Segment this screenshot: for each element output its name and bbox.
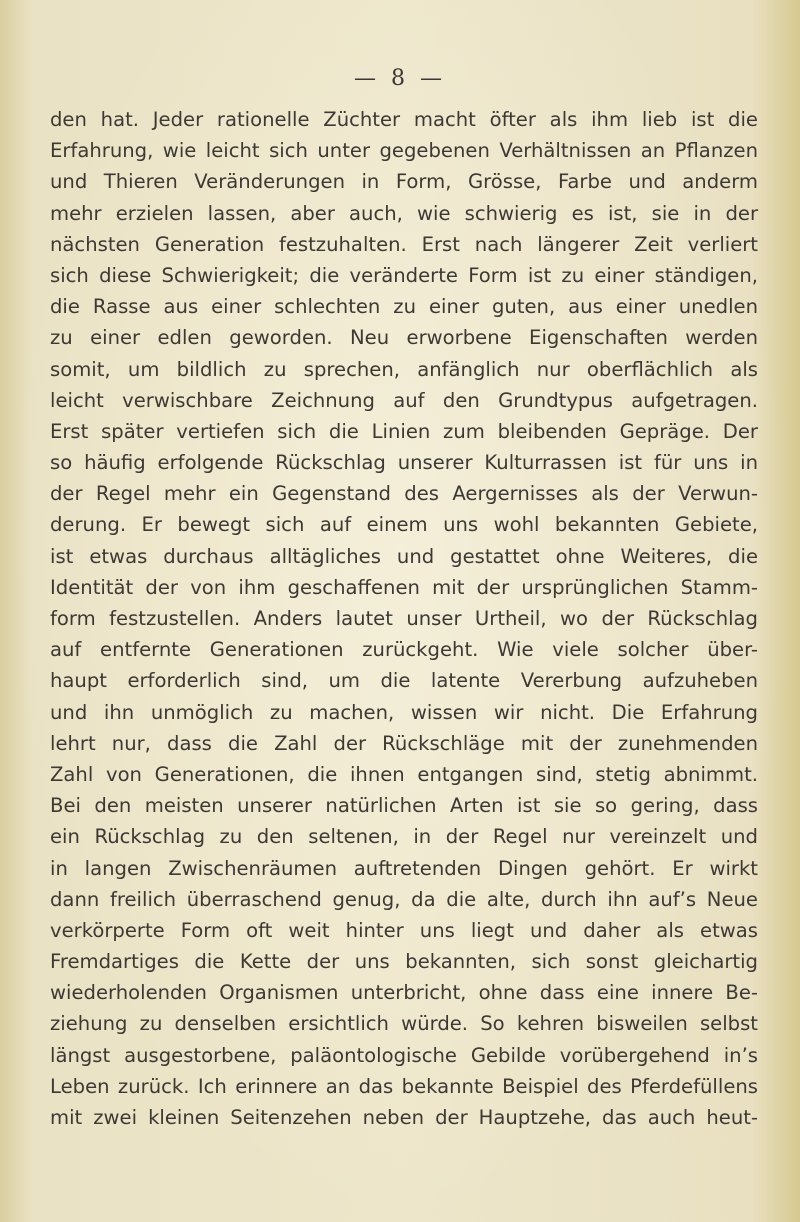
body-text [50, 104, 758, 1133]
text-line: wiederholenden Organismen unterbricht, ohne dass eine innere Be- [50, 981, 758, 1005]
text-line: den hat. Jeder rationelle Züchter macht öfter als ihm lieb ist die [50, 108, 758, 131]
text-line: verkörperte Form oft weit hinter uns liegt und daher als etwas [50, 918, 758, 942]
text-line: leicht verwischbare Zeichnung auf den Grundtypus aufgetragen. [50, 388, 758, 412]
text-line: so häufig erfolgende Rückschlag unserer Kulturrassen ist für uns in [50, 451, 758, 475]
text-line: ein Rückschlag zu den seltenen, in der Regel nur vereinzelt und [50, 825, 758, 849]
text-line: Bei den meisten unserer natürlichen Arten ist sie so gering, dass [50, 794, 758, 818]
text-line: Fremdartiges die Kette der uns bekannten, sich sonst gleichartig [50, 950, 758, 974]
text-line: auf entfernte Generationen zurückgeht. Wie viele solcher über- [50, 638, 758, 662]
text-line: die Rasse aus einer schlechten zu einer guten, aus einer unedlen [50, 295, 758, 319]
text-line: Erst später vertiefen sich die Linien zum bleibenden Gepräge. Der [50, 419, 758, 443]
text-line: längst ausgestorbene, paläontologische Gebilde vorübergehend in’s [50, 1043, 758, 1067]
text-line: derung. Er bewegt sich auf einem uns wohl bekannten Gebiete, [50, 513, 758, 537]
text-line: sich diese Schwierigkeit; die veränderte Form ist zu einer ständigen, [50, 263, 758, 287]
text-line: dann freilich überraschend genug, da die alte, durch ihn auf’s Neue [50, 887, 758, 911]
text-line: ist etwas durchaus alltägliches und gestattet ohne Weiteres, die [50, 544, 758, 568]
text-line: und Thieren Veränderungen in Form, Grösse, Farbe und anderm [50, 170, 758, 194]
text-line: nächsten Generation festzuhalten. Erst nach längerer Zeit verliert [50, 232, 758, 256]
text-line: ziehung zu denselben ersichtlich würde. So kehren bisweilen selbst [50, 1012, 758, 1036]
text-line: Leben zurück. Ich erinnere an das bekannte Beispiel des Pferdefüllens [50, 1074, 758, 1098]
text-line: und ihn unmöglich zu machen, wissen wir nicht. Die Erfahrung [50, 700, 758, 724]
text-line: der Regel mehr ein Gegenstand des Aergernisses als der Verwun- [50, 482, 758, 506]
text-line: mehr erzielen lassen, aber auch, wie schwierig es ist, sie in der [50, 201, 758, 225]
text-line: Identität der von ihm geschaffenen mit der ursprünglichen Stamm- [50, 575, 758, 599]
text-line: haupt erforderlich sind, um die latente Vererbung aufzuheben [50, 669, 758, 693]
text-line: Erfahrung, wie leicht sich unter gegebenen Verhältnissen an Pflanzen [50, 139, 758, 163]
text-line: somit, um bildlich zu sprechen, anfänglich nur oberflächlich als [50, 357, 758, 381]
page-number: — 8 — [354, 66, 446, 91]
text-line: mit zwei kleinen Seitenzehen neben der Hauptzehe, das auch heut- [50, 1106, 758, 1129]
text-line: lehrt nur, dass die Zahl der Rückschläge mit der zunehmenden [50, 731, 758, 755]
text-line: form festzustellen. Anders lautet unser Urtheil, wo der Rückschlag [50, 607, 758, 630]
text-line: in langen Zwischenräumen auftretenden Dingen gehört. Er wirkt [50, 856, 758, 880]
text-line: zu einer edlen geworden. Neu erworbene Eigenschaften werden [50, 326, 758, 350]
text-line: Zahl von Generationen, die ihnen entgangen sind, stetig abnimmt. [50, 762, 758, 786]
